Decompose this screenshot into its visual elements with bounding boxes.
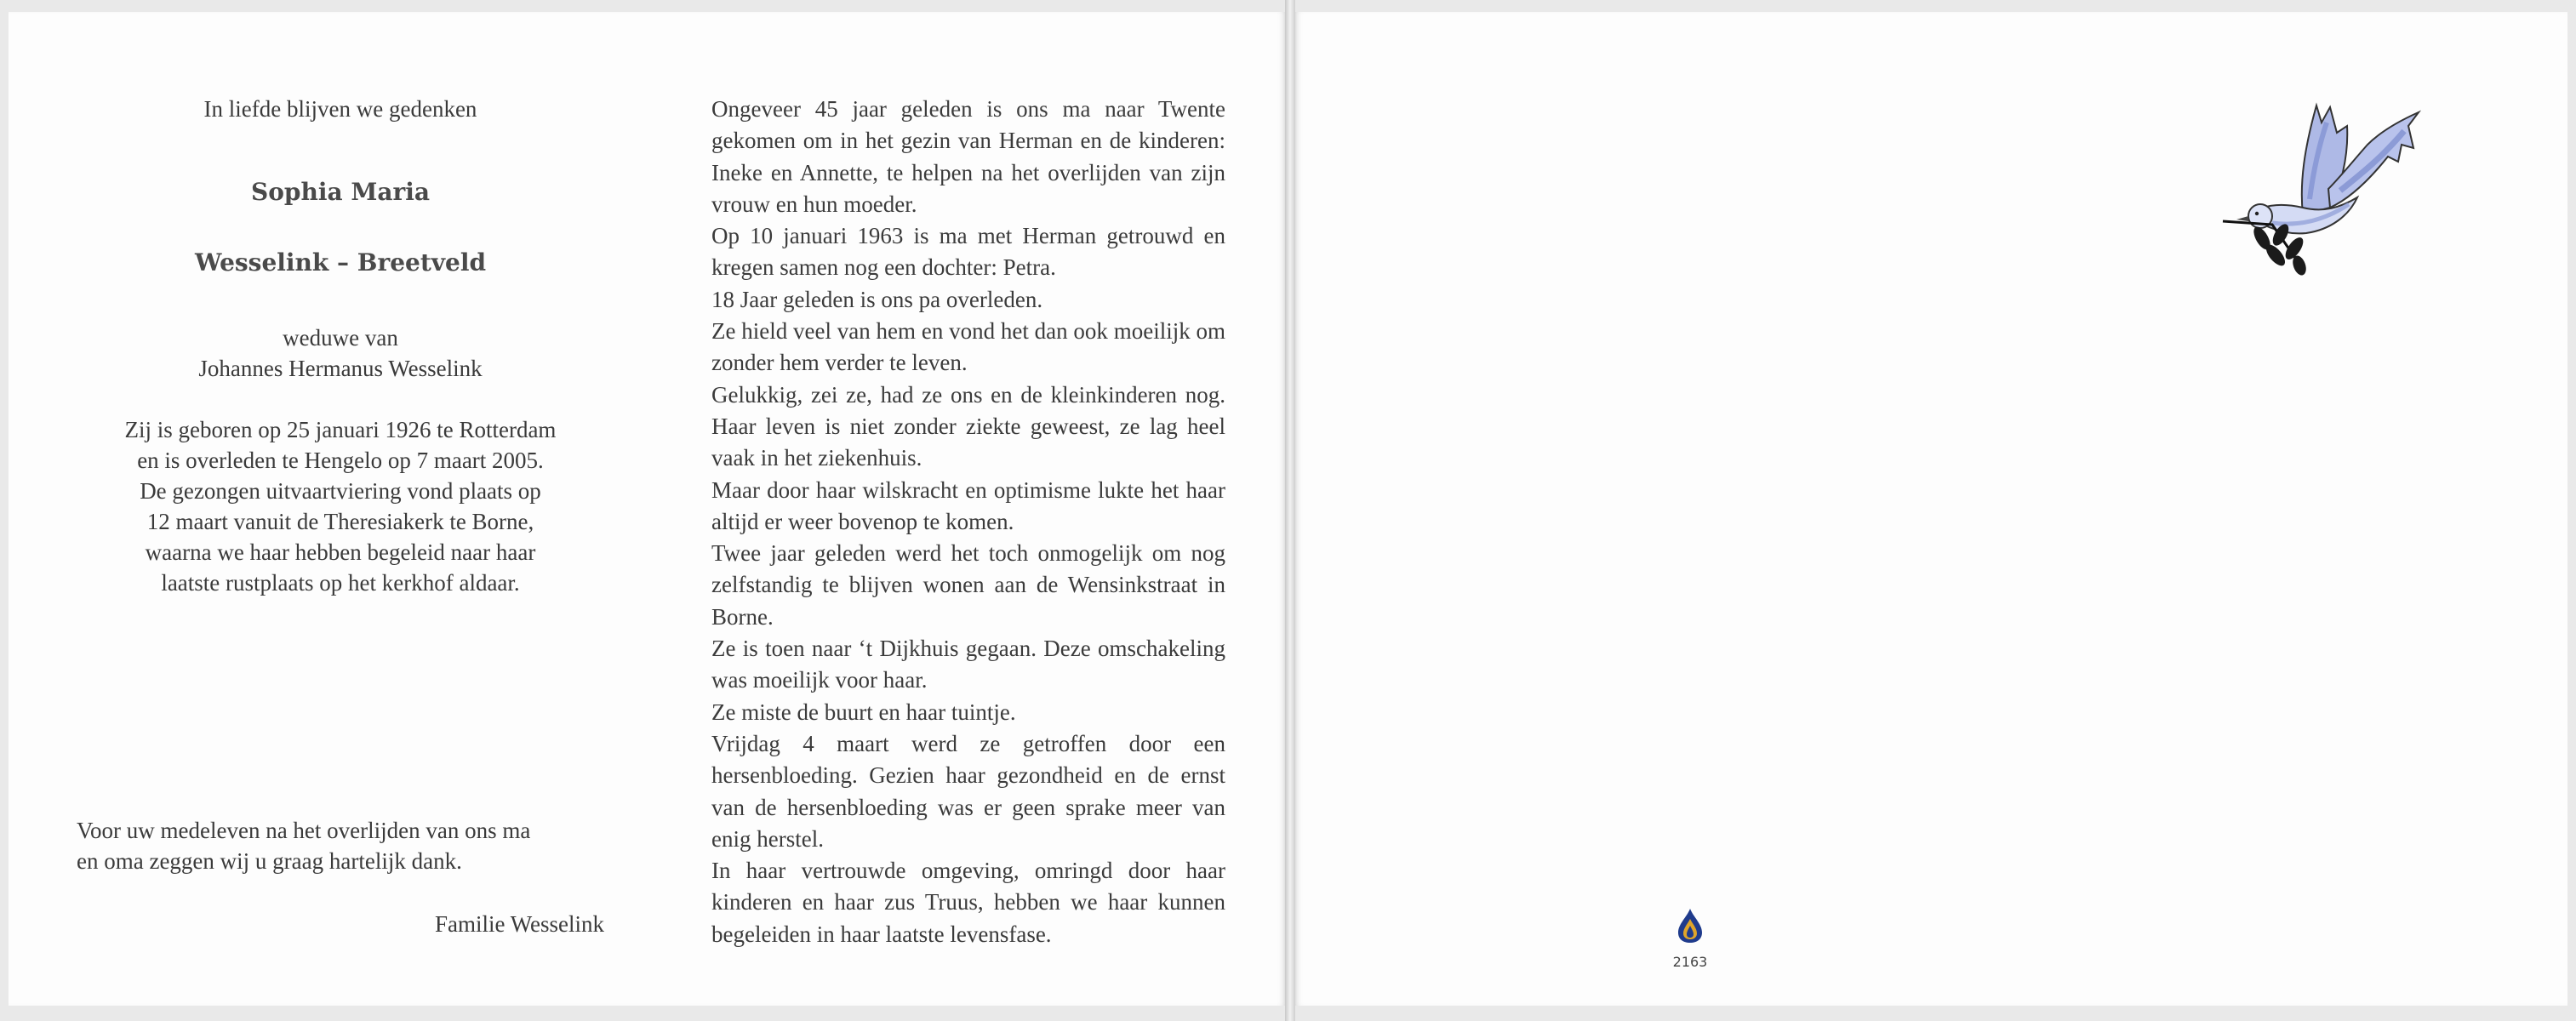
thank-you-block — [77, 815, 604, 939]
story-paragraph: Ze hield veel van hem en vond het dan ook moeilijk om zonder hem verder te leven. — [711, 318, 1225, 376]
story-paragraph: Ongeveer 45 jaar geleden is ons ma naar Twente gekomen om in het gezin van Herman en de kinderen: Ineke en Annette, te helpen na het overlijden van zijn vrouw en hun moeder. — [711, 96, 1225, 217]
card-fold — [1285, 0, 1295, 1021]
story-paragraph: Twee jaar geleden werd het toch onmogelijk om nog zelfstandig te blijven wonen aan de Wensinkstraat in Borne. — [711, 540, 1225, 630]
card-left-page — [9, 12, 1285, 1006]
deceased-surname: Wesselink – Breetveld — [194, 248, 487, 277]
thanks-line: Voor uw medeleven na het overlijden van ons ma — [77, 818, 531, 843]
dove-with-olive-branch-icon — [2221, 88, 2425, 276]
deceased-first-names: Sophia Maria — [250, 178, 431, 206]
bio-line: 12 maart vanuit de Theresiakerk te Borne, — [146, 509, 534, 534]
bio-line: Zij is geboren op 25 januari 1926 te Rotterdam — [124, 417, 557, 442]
card-right-page — [1295, 12, 2567, 1006]
story-paragraph: Vrijdag 4 maart werd ze getroffen door een hersenbloeding. Gezien haar gezondheid en de ernst van de hersenbloeding was er geen sprake meer van enig herstel. — [711, 730, 1225, 852]
flame-drop-logo-icon — [1675, 907, 1705, 944]
widow-line: Johannes Hermanus Wesselink — [198, 356, 483, 381]
family-signature: Familie Wesselink — [434, 911, 604, 937]
story-paragraph: Op 10 januari 1963 is ma met Herman getrouwd en kregen samen nog een dochter: Petra. — [711, 223, 1225, 281]
life-dates-block — [77, 414, 604, 598]
bio-line: De gezongen uitvaartviering vond plaats op — [140, 478, 541, 504]
widow-line: weduwe van — [283, 325, 398, 351]
card-number: 2163 — [1672, 954, 1708, 970]
story-paragraph: In haar vertrouwde omgeving, omringd door haar kinderen en haar zus Truus, hebben we haar kunnen begeleiden in haar laatste levensfase. — [711, 858, 1225, 947]
story-paragraph: Gelukkig, zei ze, had ze ons en de kleinkinderen nog. Haar leven is niet zonder ziekte geweest, ze lag heel vaak in het ziekenhuis. — [711, 381, 1225, 471]
memorial-header-block — [77, 94, 604, 598]
bio-line: waarna we haar hebben begeleid naar haar — [145, 539, 536, 565]
bio-line: en is overleden te Hengelo op 7 maart 2005. — [137, 448, 544, 473]
story-paragraph: Ze is toen naar ‘t Dijkhuis gegaan. Deze omschakeling was moeilijk voor haar. — [711, 636, 1225, 693]
printer-mark — [1665, 907, 1716, 970]
widow-of-block — [77, 322, 604, 384]
story-paragraph: Ze miste de buurt en haar tuintje. — [711, 699, 1016, 725]
story-paragraph: 18 Jaar geleden is ons pa overleden. — [711, 286, 1043, 312]
thanks-line: en oma zeggen wij u graag hartelijk dank. — [77, 848, 462, 874]
intro-line: In liefde blijven we gedenken — [203, 96, 477, 122]
bio-line: laatste rustplaats op het kerkhof aldaar. — [161, 570, 520, 596]
life-story-text — [711, 94, 1225, 950]
story-paragraph: Maar door haar wilskracht en optimisme lukte het haar altijd er weer bovenop te komen. — [711, 476, 1225, 534]
